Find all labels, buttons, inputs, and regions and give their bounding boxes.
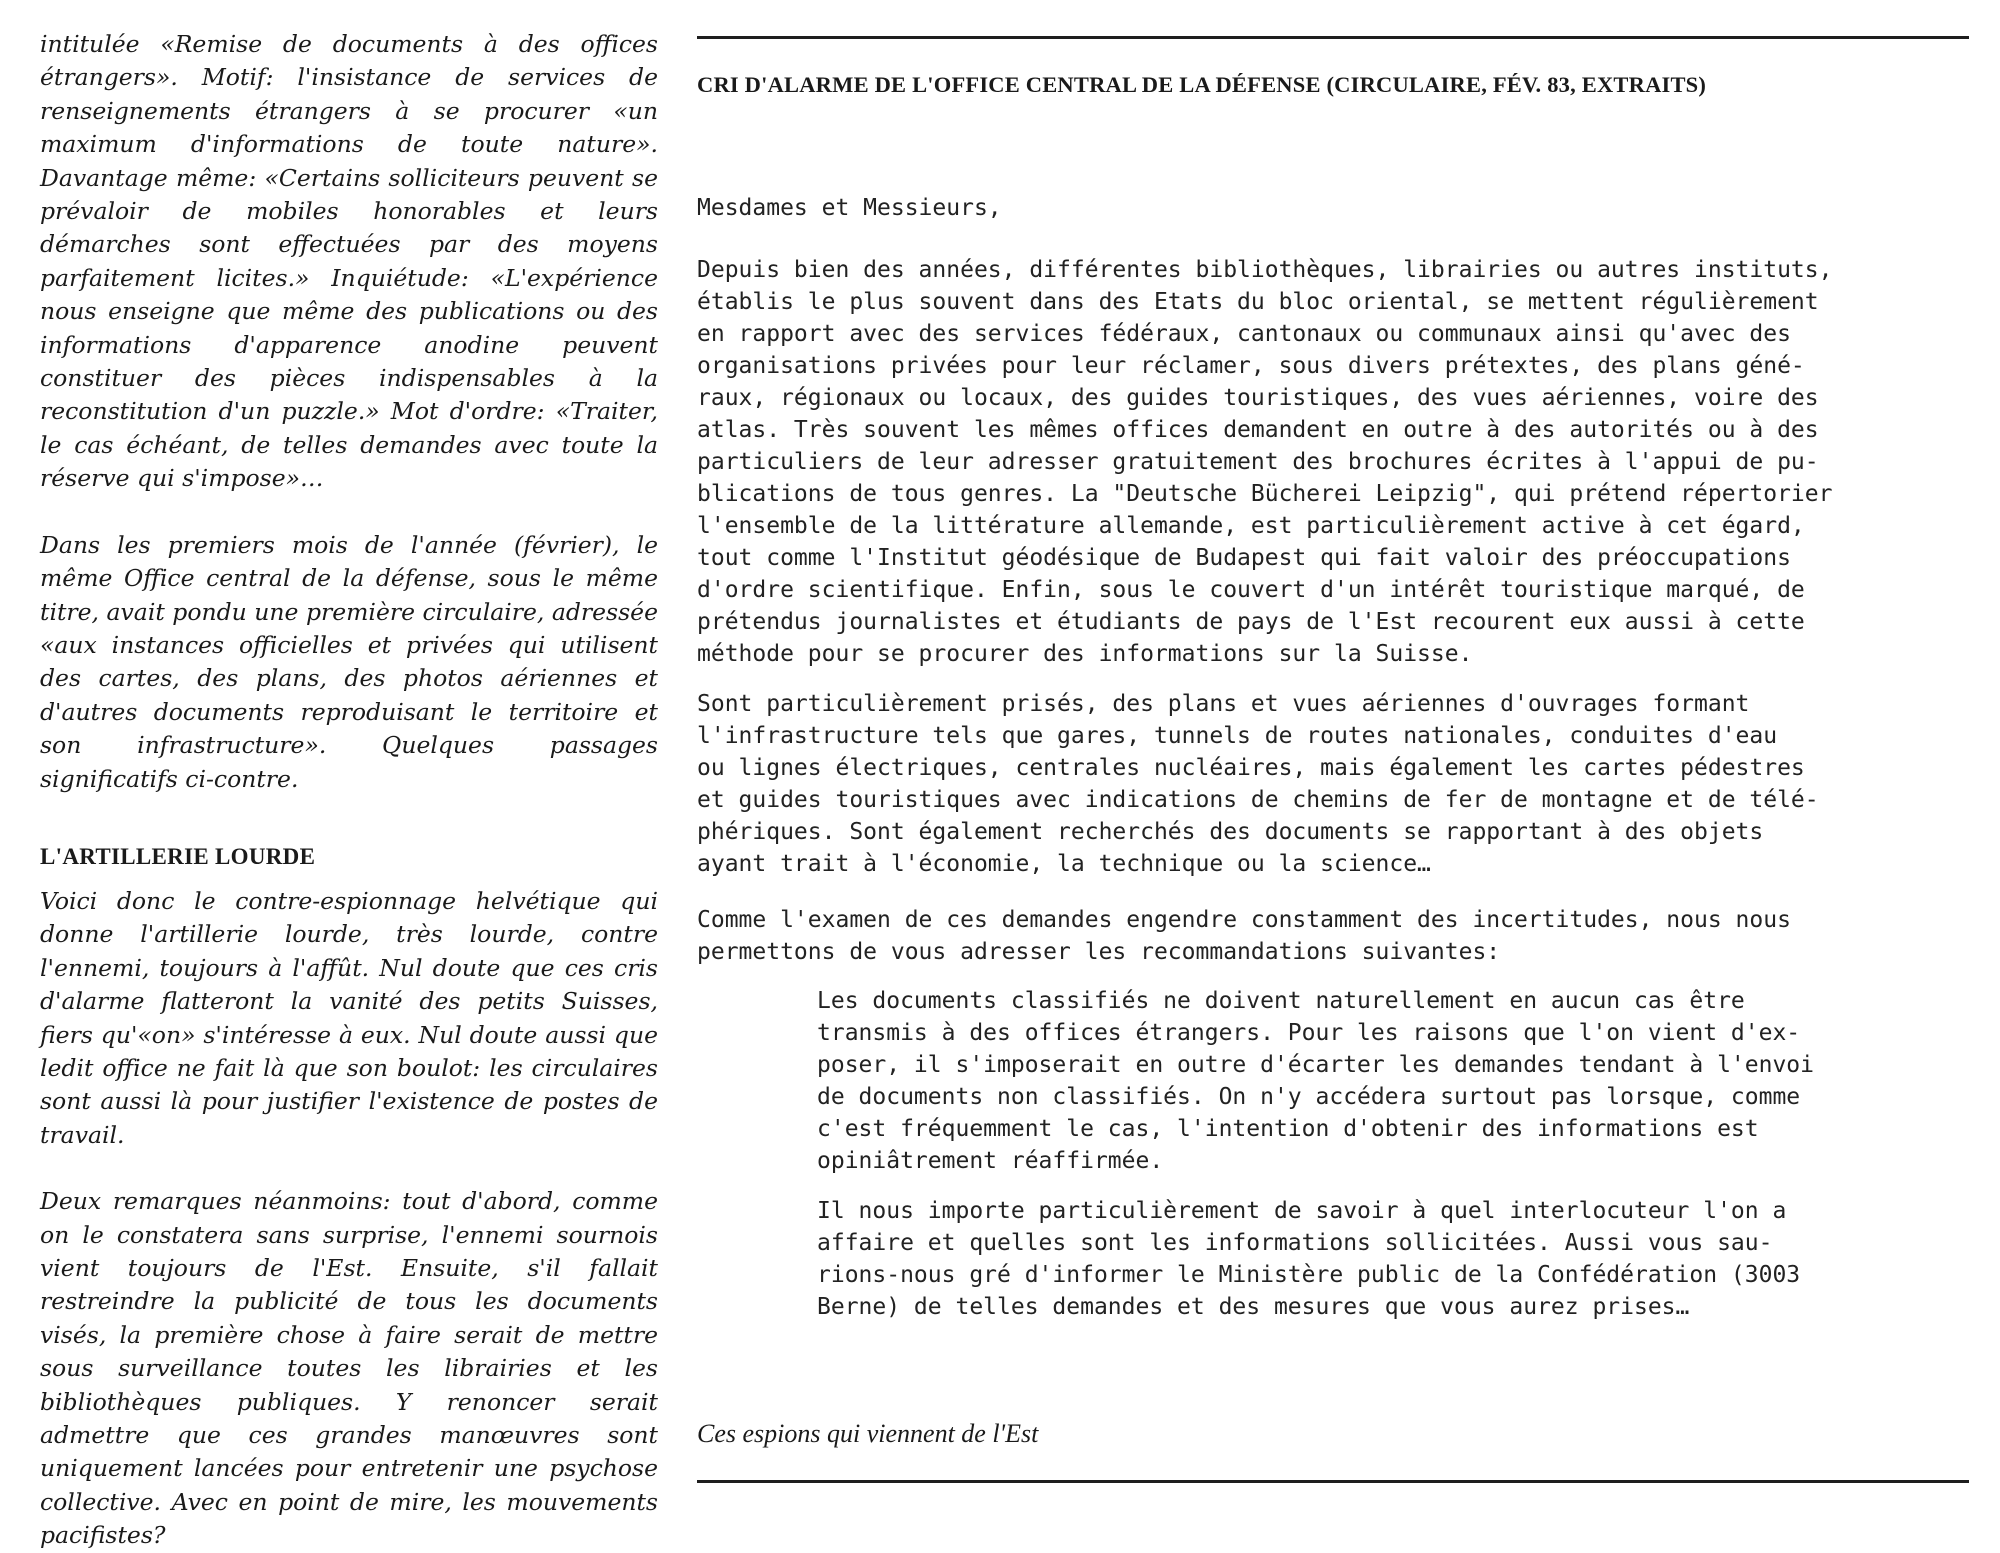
- text-line: Il nous importe particulièrement de savoir à quel interlocuteur l'on a: [817, 1198, 1787, 1224]
- text-line: d'ordre scientifique. Enfin, sous le couvert d'un intérêt touristique marqué, de: [697, 577, 1805, 603]
- text-line: Depuis bien des années, différentes bibliothèques, librairies ou autres instituts,: [697, 257, 1833, 283]
- text-line: méthode pour se procurer des informations sur la Suisse.: [697, 641, 1473, 667]
- text-line: rions-nous gré d'informer le Ministère public de la Confédération (3003: [817, 1262, 1801, 1288]
- left-paragraph-2: Dans les premiers mois de l'année (février), le même Office central de la défense, sous le même titre, avait pondu une première circulaire, adressée «aux instances officielles et privées qui utilisent des cartes, des plans, des photos aériennes et d'autres documents reproduisant le territoire et son infrastructure». Quelques passages significatifs ci-contre.: [40, 530, 658, 793]
- text-line: et guides touristiques avec indications de chemins de fer de montagne et de télé-: [697, 787, 1819, 813]
- text-line: permettons de vous adresser les recommandations suivantes:: [697, 939, 1501, 965]
- text-line: Comme l'examen de ces demandes engendre constamment des incertitudes, nous nous: [697, 907, 1791, 933]
- circular-paragraph-1: [697, 254, 1969, 670]
- text-line: transmis à des offices étrangers. Pour les raisons que l'on vient d'ex-: [817, 1020, 1801, 1046]
- text-line: Berne) de telles demandes et des mesures que vous aurez prises…: [817, 1294, 1690, 1320]
- text-line: organisations privées pour leur réclamer, sous divers prétextes, des plans géné-: [697, 353, 1805, 379]
- text-line: établis le plus souvent dans des Etats du bloc oriental, se mettent régulièrement: [697, 289, 1819, 315]
- text-line: Sont particulièrement prisés, des plans et vues aériennes d'ouvrages formant: [697, 691, 1750, 717]
- salutation: Mesdames et Messieurs,: [697, 195, 1002, 221]
- text-line: en rapport avec des services fédéraux, cantonaux ou communaux ainsi qu'avec des: [697, 321, 1791, 347]
- box-title: CRI D'ALARME DE L'OFFICE CENTRAL DE LA DÉFENSE (CIRCULAIRE, FÉV. 83, EXTRAITS): [697, 72, 1707, 97]
- box-caption: Ces espions qui viennent de l'Est: [697, 1419, 1039, 1448]
- left-column: [40, 28, 658, 1553]
- left-paragraph-3: Voici donc le contre-espionnage helvétique qui donne l'artillerie lourde, très lourde, contre l'ennemi, toujours à l'affût. Nul doute que ces cris d'alarme flatteront la vanité des petits Suisses, fiers qu'«on» s'intéresse à eux. Nul doute aussi que ledit office ne fait là que son boulot: les circulaires sont aussi là pour justifier l'existence de postes de travail.: [40, 886, 658, 1149]
- text-line: prétendus journalistes et étudiants de pays de l'Est recourent eux aussi à cette: [697, 609, 1805, 635]
- recommendation-1: [817, 985, 1967, 1177]
- text-line: opiniâtrement réaffirmée.: [817, 1148, 1164, 1174]
- text-line: particuliers de leur adresser gratuitement des brochures écrites à l'appui de pu-: [697, 449, 1819, 475]
- text-line: ou lignes électriques, centrales nucléaires, mais également les cartes pédestres: [697, 755, 1805, 781]
- left-paragraph-1: intitulée «Remise de documents à des offices étrangers». Motif: l'insistance de services de renseignements étrangers à se procurer «un maximum d'informations de toute nature». Davantage même: «Certains solliciteurs peuvent se prévaloir de mobiles honorables et leurs démarches sont effectuées par des moyens parfaitement licites.» Inquiétude: «L'expérience nous enseigne que même des publications ou des informations d'apparence anodine peuvent constituer des pièces indispensables à la reconstitution d'un puzzle.» Mot d'ordre: «Traiter, le cas échéant, de telles demandes avec toute la réserve qui s'impose»…: [40, 30, 658, 493]
- text-line: de documents non classifiés. On n'y accédera surtout pas lorsque, comme: [817, 1084, 1801, 1110]
- recommendation-2: [817, 1195, 1967, 1323]
- text-line: c'est fréquemment le cas, l'intention d'obtenir des informations est: [817, 1116, 1759, 1142]
- circular-paragraph-3: [697, 904, 1969, 968]
- text-line: blications de tous genres. La "Deutsche Bücherei Leipzig", qui prétend répertorier: [697, 481, 1833, 507]
- text-line: Les documents classifiés ne doivent naturellement en aucun cas être: [817, 988, 1745, 1014]
- text-line: raux, régionaux ou locaux, des guides touristiques, des vues aériennes, voire des: [697, 385, 1819, 411]
- text-line: l'ensemble de la littérature allemande, est particulièrement active à cet égard,: [697, 513, 1805, 539]
- text-line: tout comme l'Institut géodésique de Budapest qui fait valoir des préoccupations: [697, 545, 1791, 571]
- text-line: phériques. Sont également recherchés des documents se rapportant à des objets: [697, 819, 1764, 845]
- circular-box: [697, 0, 1969, 1540]
- bottom-rule: [697, 1480, 1969, 1483]
- left-paragraph-4: Deux remarques néanmoins: tout d'abord, comme on le constatera sans surprise, l'ennemi sournois vient toujours de l'Est. Ensuite, s'il fallait restreindre la publicité de tous les documents visés, la première chose à faire serait de mettre sous surveillance toutes les librairies et les bibliothèques publiques. Y renoncer serait admettre que ces grandes manœuvres sont uniquement lancées pour entretenir une psychose collective. Avec en point de mire, les mouvements pacifistes?: [40, 1187, 658, 1550]
- text-line: affaire et quelles sont les informations sollicitées. Aussi vous sau-: [817, 1230, 1773, 1256]
- text-line: atlas. Très souvent les mêmes offices demandent en outre à des autorités ou à des: [697, 417, 1819, 443]
- text-line: l'infrastructure tels que gares, tunnels de routes nationales, conduites d'eau: [697, 723, 1778, 749]
- top-rule: [697, 36, 1969, 39]
- text-line: ayant trait à l'économie, la technique ou la science…: [697, 851, 1431, 877]
- section-heading: L'ARTILLERIE LOURDE: [40, 843, 316, 869]
- circular-paragraph-2: [697, 688, 1969, 880]
- text-line: poser, il s'imposerait en outre d'écarter les demandes tendant à l'envoi: [817, 1052, 1814, 1078]
